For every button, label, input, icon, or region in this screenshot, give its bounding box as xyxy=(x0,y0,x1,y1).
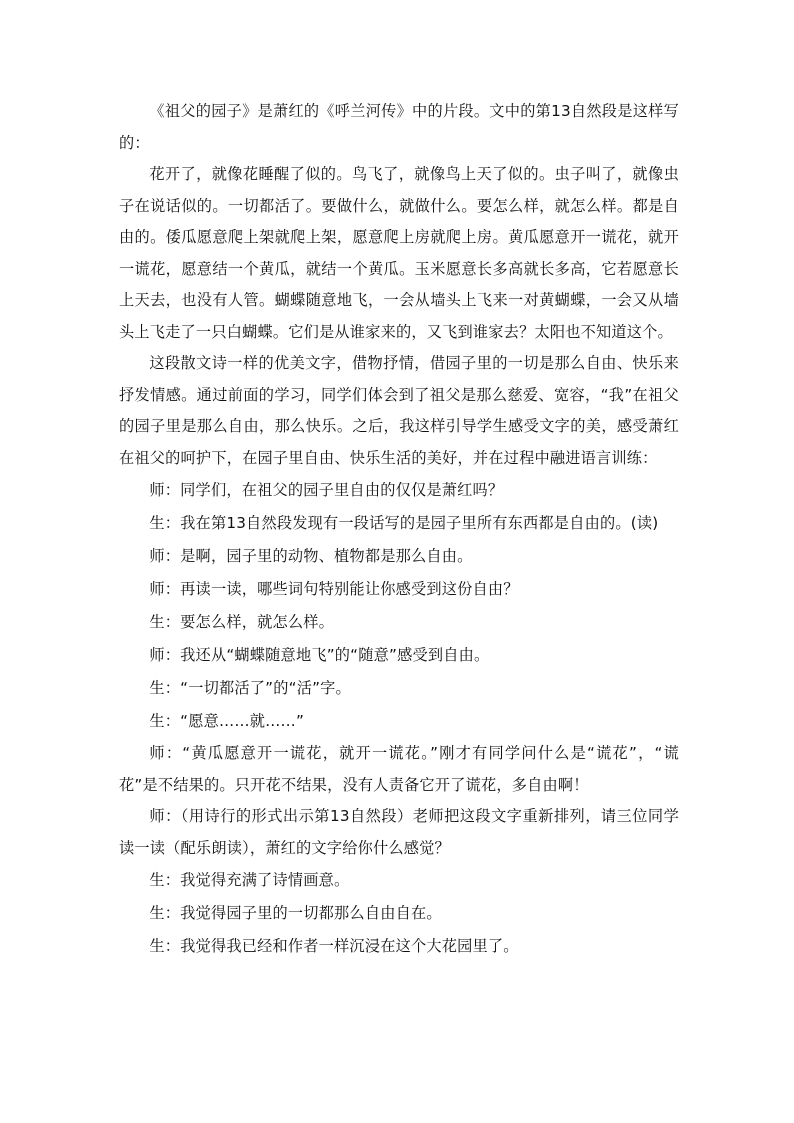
quoted-passage: 花开了，就像花睡醒了似的。鸟飞了，就像鸟上天了似的。虫子叫了，就像虫子在说话似的。一切都活了。要做什么，就做什么。要怎么样，就怎么样。都是自由的。倭瓜愿意爬上架就爬上架，愿意爬上房就爬上房。黄瓜愿意开一谎花，就开一谎花，愿意结一个黄瓜，就结一个黄瓜。玉米愿意长多高就长多高，它若愿意长上天去，也没有人管。蝴蝶随意地飞，一会从墙头上飞来一对黄蝴蝶，一会又从墙头上飞走了一只白蝴蝶。它们是从谁家来的，又飞到谁家去？太阳也不知道这个。 xyxy=(119,165,679,341)
dialog-line: 师：我还从“蝴蝶随意地飞”的“随意”感受到自由。 xyxy=(149,646,490,664)
dialog-line: 生：我在第13自然段发现有一段话写的是园子里所有东西都是自由的。(读) xyxy=(149,514,659,532)
dialog-line: 师：是啊，园子里的动物、植物都是那么自由。 xyxy=(149,547,473,565)
dialog-line: 师：（用诗行的形式出示第13自然段）老师把这段文字重新排列，请三位同学读一读（配乐朗读），萧红的文字给你什么感觉？ xyxy=(119,807,679,857)
dialog-line: 师：再读一读，哪些词句特别能让你感受到这份自由？ xyxy=(149,580,519,598)
dialog-line: 生：我觉得我已经和作者一样沉浸在这个大花园里了。 xyxy=(149,937,519,955)
dialog-line: 师：同学们，在祖父的园子里自由的仅仅是萧红吗？ xyxy=(149,481,504,499)
dialog-line: 师：“黄瓜愿意开一谎花，就开一谎花。”刚才有同学问什么是“谎花”，“谎花”是不结果的。只开花不结果，没有人责备它开了谎花，多自由啊！ xyxy=(119,744,679,794)
dialog-line: 生：我觉得园子里的一切都那么自由自在。 xyxy=(149,904,442,922)
dialog-line: 生：“一切都活了”的“活”字。 xyxy=(149,679,351,697)
intro-paragraph: 《祖父的园子》是萧红的《呼兰河传》中的片段。文中的第13自然段是这样写的： xyxy=(119,102,679,152)
analysis-paragraph: 这段散文诗一样的优美文字，借物抒情，借园子里的一切是那么自由、快乐来抒发情感。通过前面的学习，同学们体会到了祖父是那么慈爱、宽容，“我”在祖父的园子里是那么自由，那么快乐。之后，我这样引导学生感受文字的美，感受萧红在祖父的呵护下，在园子里自由、快乐生活的美好，并在过程中融进语言训练： xyxy=(119,354,679,467)
dialog-line: 生：要怎么样，就怎么样。 xyxy=(149,613,335,631)
dialog-line: 生：我觉得充满了诗情画意。 xyxy=(149,871,350,889)
dialog-line: 生：“愿意……就……” xyxy=(149,712,305,730)
document-body xyxy=(119,96,679,963)
